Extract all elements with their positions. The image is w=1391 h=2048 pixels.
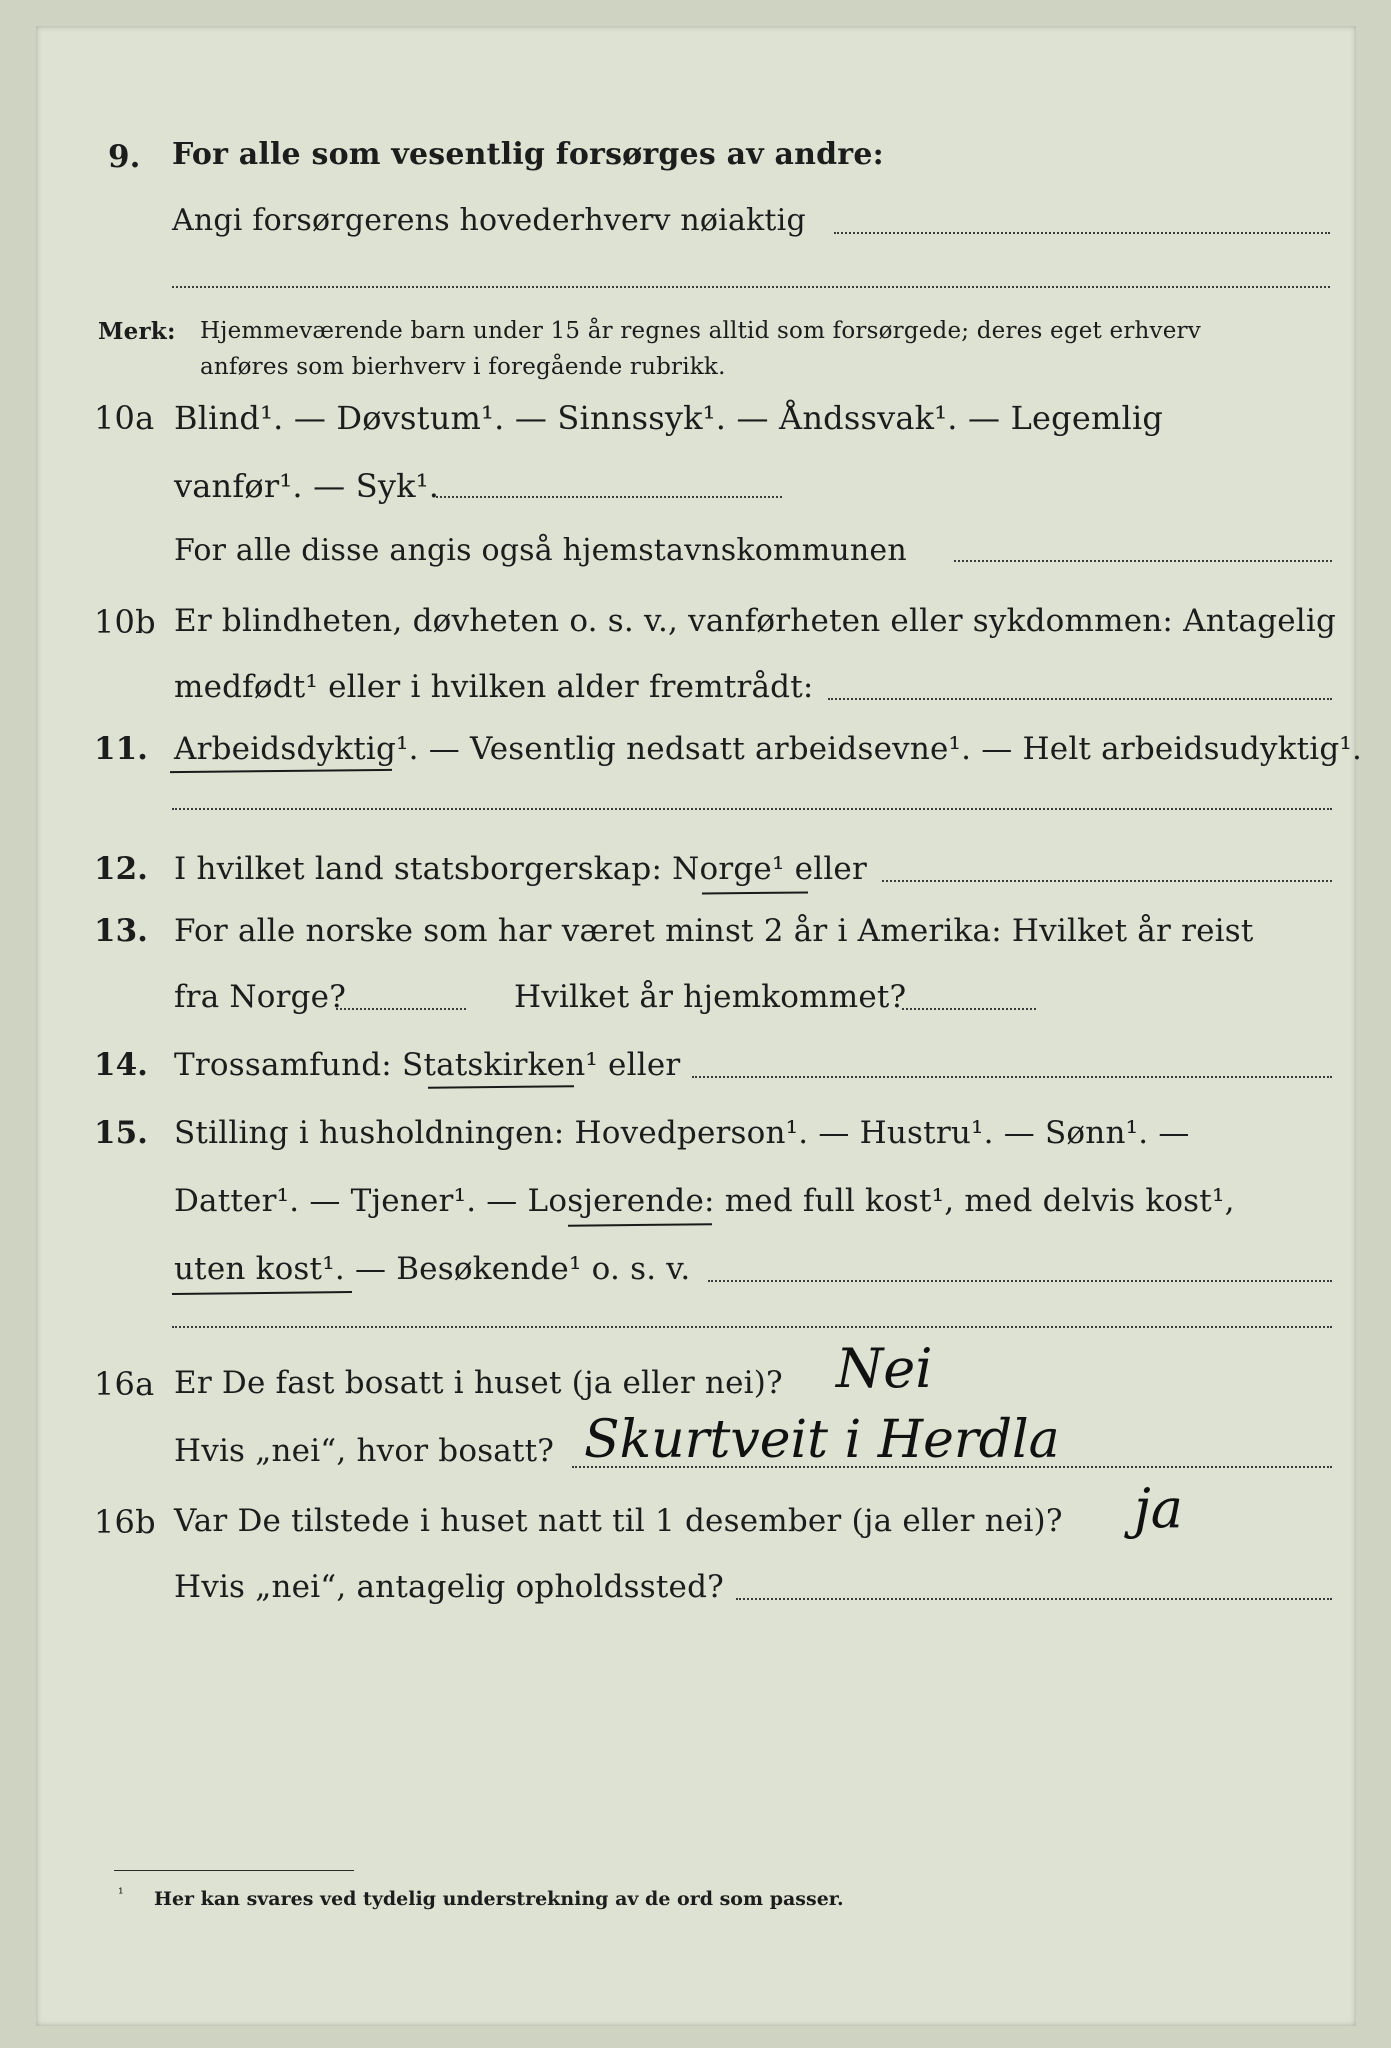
q16b-line-1: Var De tilstede i huset natt til 1 desember (ja eller nei)? [174,1503,1063,1539]
q10b-answer-line[interactable] [828,698,1332,700]
footnote-text: Her kan svares ved tydelig understrekning av de ord som passer. [154,1888,844,1910]
q13-line-2b: Hvilket år hjemkommet? [514,979,907,1015]
q11-number: 11. [94,731,148,767]
q14-answer-line[interactable] [692,1076,1332,1078]
q13-hjemkommet-line[interactable] [902,1008,1036,1010]
q10a-number: 10a [94,399,155,437]
q16a-answer-handwriting: Nei [836,1337,933,1400]
q10a-line-2: vanfør¹. — Syk¹. [174,467,440,505]
q12-number: 12. [94,851,148,887]
q12-line-1: I hvilket land statsborgerskap: Norge¹ eller [174,851,867,887]
q15-number: 15. [94,1115,148,1151]
q13-number: 13. [94,913,148,949]
q14-line-1: Trossamfund: Statskirken¹ eller [174,1047,681,1083]
q10a-hjemstavn-line[interactable] [954,560,1332,562]
q16a-line-2: Hvis „nei“, hvor bosatt? [174,1433,555,1469]
q16a-number: 16a [94,1365,155,1403]
q14-number: 14. [94,1047,148,1083]
merk-line-2: anføres som bierhverv i foregående rubrikk. [200,354,726,380]
q15-line-1: Stilling i husholdningen: Hovedperson¹. — Hustru¹. — Sønn¹. — [174,1115,1190,1151]
q15-answer-line-2[interactable] [172,1326,1332,1328]
q14-underline-statskirken [428,1085,574,1089]
q10a-line-3: For alle disse angis også hjemstavnskommunen [174,533,907,568]
q9-answer-line[interactable] [834,232,1330,234]
q16a-bosatt-handwriting: Skurtveit i Herdla [584,1410,1060,1470]
q13-line-2a: fra Norge? [174,979,347,1015]
q15-answer-line[interactable] [708,1280,1332,1282]
q11-answer-line[interactable] [172,808,1332,810]
q9-answer-line-2[interactable] [172,286,1330,288]
q15-underline-uten-kost [172,1291,352,1295]
q16b-line-2: Hvis „nei“, antagelig opholdssted? [174,1569,724,1605]
merk-line-1: Hjemmeværende barn under 15 år regnes alltid som forsørgede; deres eget erhverv [200,318,1201,344]
q11-line-1: Arbeidsdyktig¹. — Vesentlig nedsatt arbeidsevne¹. — Helt arbeidsudyktig¹. [174,731,1363,767]
footnote-mark: ¹ [118,1886,124,1902]
q9-label: Angi forsørgerens hovederhverv nøiaktig [172,203,806,238]
q15-underline-losjerende [568,1223,712,1227]
q12-underline-norge [702,891,808,894]
q16a-line-1: Er De fast bosatt i huset (ja eller nei)? [174,1365,783,1401]
q10a-syk-line[interactable] [436,496,782,498]
q15-line-3: uten kost¹. — Besøkende¹ o. s. v. [174,1251,691,1287]
q10a-line-1: Blind¹. — Døvstum¹. — Sinnssyk¹. — Åndssvak¹. — Legemlig [174,399,1164,437]
footnote-rule [114,1870,354,1871]
q15-line-2: Datter¹. — Tjener¹. — Losjerende: med full kost¹, med delvis kost¹, [174,1183,1235,1219]
q13-reist-line[interactable] [336,1008,466,1010]
q10b-line-2: medfødt¹ eller i hvilken alder fremtrådt: [174,669,814,705]
census-form-page [36,26,1363,2026]
merk-label: Merk: [98,318,176,345]
q9-number: 9. [108,139,141,175]
q16b-number: 16b [94,1503,156,1541]
q12-answer-line[interactable] [882,880,1332,882]
q10b-number: 10b [94,603,156,641]
q13-line-1: For alle norske som har været minst 2 år i Amerika: Hvilket år reist [174,913,1254,949]
q16b-opholdssted-line[interactable] [736,1598,1332,1600]
q10b-line-1: Er blindheten, døvheten o. s. v., vanførheten eller sykdommen: Antagelig [174,603,1337,639]
q11-underline-arbeidsdyktig [170,769,392,773]
q16b-answer-handwriting: ja [1134,1477,1183,1540]
q9-heading: For alle som vesentlig forsørges av andre: [172,137,884,172]
